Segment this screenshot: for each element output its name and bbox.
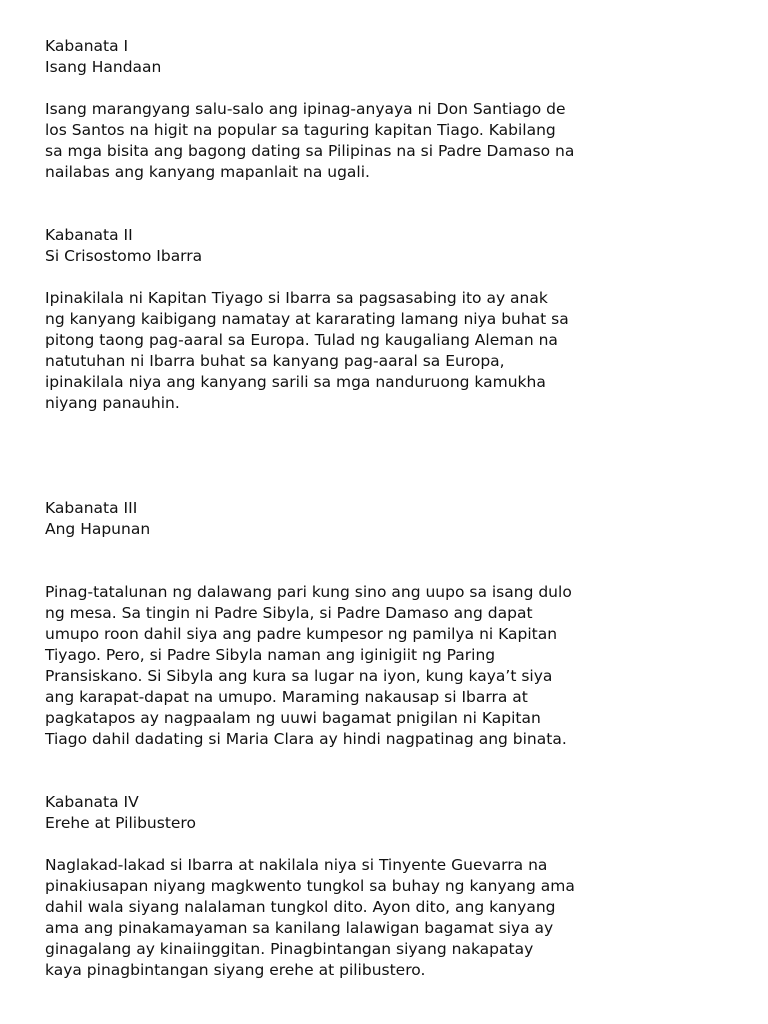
chapter-4 [45,792,745,981]
summary-line: ng kanyang kaibigang namatay at kararating lamang niya buhat sa [45,310,569,328]
document-page [45,36,745,981]
summary-line: los Santos na higit na popular sa taguring kapitan Tiago. Kabilang [45,121,556,139]
chapter-summary [45,288,745,414]
summary-line: Ipinakilala ni Kapitan Tiyago si Ibarra sa pagsasabing ito ay anak [45,289,548,307]
chapter-2 [45,225,745,414]
summary-line: niyang panauhin. [45,394,180,412]
summary-line: sa mga bisita ang bagong dating sa Pilipinas na si Padre Damaso na [45,142,575,160]
summary-line: Tiago dahil dadating si Maria Clara ay hindi nagpatinag ang binata. [45,730,567,748]
chapter-title: Isang Handaan [45,58,162,76]
chapter-title: Si Crisostomo Ibarra [45,247,203,265]
summary-line: dahil wala siyang nalalaman tungkol dito. Ayon dito, ang kanyang [45,898,556,916]
summary-line: Pransiskano. Si Sibyla ang kura sa lugar na iyon, kung kaya’t siya [45,667,553,685]
chapter-3 [45,498,745,750]
chapter-1 [45,36,745,183]
chapter-number: Kabanata IV [45,793,139,811]
summary-line: Isang marangyang salu-salo ang ipinag-anyaya ni Don Santiago de [45,100,566,118]
chapter-number: Kabanata II [45,226,133,244]
summary-line: nailabas ang kanyang mapanlait na ugali. [45,163,370,181]
summary-line: pagkatapos ay nagpaalam ng uuwi bagamat pnigilan ni Kapitan [45,709,541,727]
summary-line: ng mesa. Sa tingin ni Padre Sibyla, si Padre Damaso ang dapat [45,604,533,622]
summary-line: Pinag-tatalunan ng dalawang pari kung sino ang uupo sa isang dulo [45,583,572,601]
chapter-summary [45,855,745,981]
summary-line: kaya pinagbintangan siyang erehe at pilibustero. [45,961,426,979]
summary-line: pinakiusapan niyang magkwento tungkol sa buhay ng kanyang ama [45,877,575,895]
summary-line: ama ang pinakamayaman sa kanilang lalawigan bagamat siya ay [45,919,554,937]
chapter-title: Ang Hapunan [45,520,151,538]
chapter-number: Kabanata III [45,499,138,517]
summary-line: ang karapat-dapat na umupo. Maraming nakausap si Ibarra at [45,688,528,706]
chapter-title: Erehe at Pilibustero [45,814,196,832]
summary-line: Naglakad-lakad si Ibarra at nakilala niya si Tinyente Guevarra na [45,856,548,874]
summary-line: umupo roon dahil siya ang padre kumpesor ng pamilya ni Kapitan [45,625,558,643]
chapter-number: Kabanata I [45,37,129,55]
chapter-summary [45,99,745,183]
summary-line: Tiyago. Pero, si Padre Sibyla naman ang iginigiit ng Paring [45,646,496,664]
summary-line: ipinakilala niya ang kanyang sarili sa mga nanduruong kamukha [45,373,546,391]
chapter-summary [45,582,745,750]
summary-line: ginagalang ay kinaiinggitan. Pinagbintangan siyang nakapatay [45,940,534,958]
summary-line: pitong taong pag-aaral sa Europa. Tulad ng kaugaliang Aleman na [45,331,558,349]
summary-line: natutuhan ni Ibarra buhat sa kanyang pag-aaral sa Europa, [45,352,505,370]
